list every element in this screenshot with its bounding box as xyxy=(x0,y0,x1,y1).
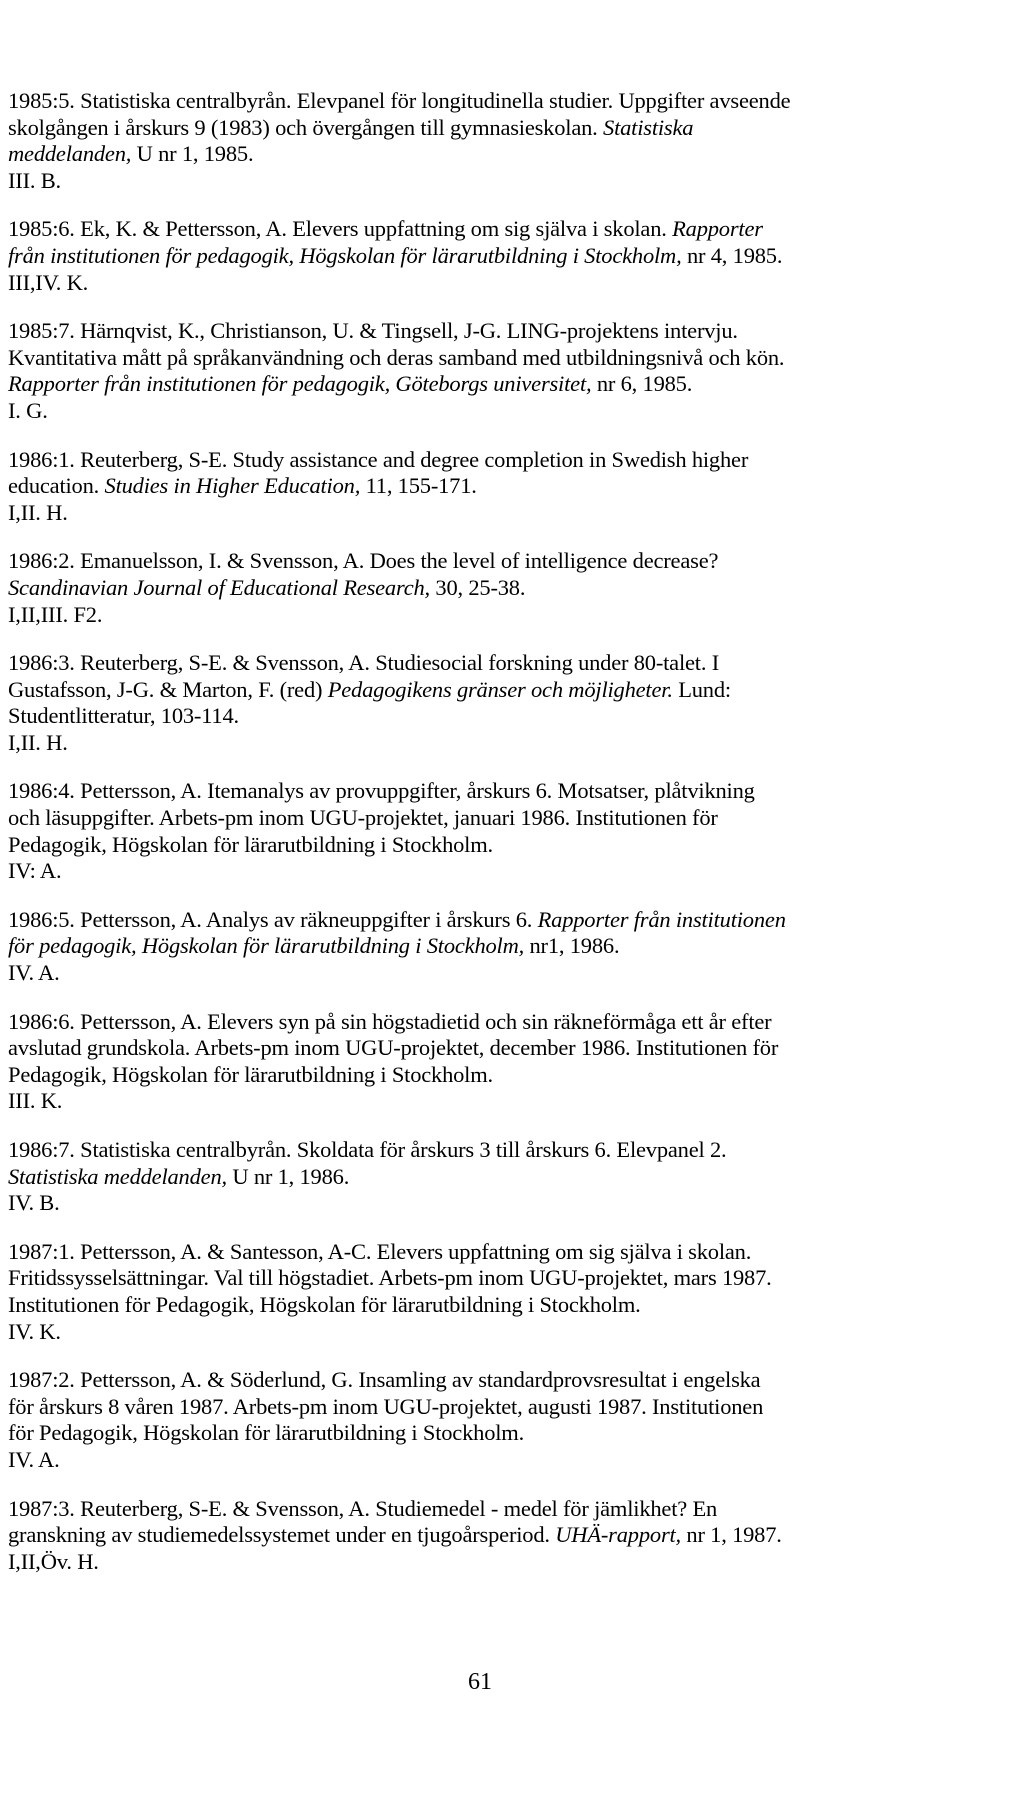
reference-entry xyxy=(8,548,968,628)
reference-line xyxy=(8,1319,968,1346)
text-segment: U nr 1, 1985. xyxy=(131,141,254,167)
reference-entry xyxy=(8,778,968,884)
text-segment: Pedagogik, Högskolan för lärarutbildning i Stockholm. xyxy=(8,1061,493,1087)
reference-line xyxy=(8,1420,968,1447)
reference-list xyxy=(8,88,968,1597)
text-segment: 1986:5. Pettersson, A. Analys av räkneuppgifter i årskurs 6. xyxy=(8,906,538,932)
reference-line xyxy=(8,345,968,372)
text-segment: 1985:6. Ek, K. & Pettersson, A. Elevers uppfattning om sig själva i skolan. xyxy=(8,216,673,242)
text-segment: Gustafsson, J-G. & Marton, F. (red) xyxy=(8,676,328,702)
reference-line xyxy=(8,88,968,115)
italic-text: från institutionen för pedagogik, Högskolan för lärarutbildning i Stockholm, xyxy=(8,242,682,268)
reference-line xyxy=(8,650,968,677)
text-segment: Studentlitteratur, 103-114. xyxy=(8,703,239,729)
text-segment: 11, 155-171. xyxy=(360,473,477,499)
reference-line xyxy=(8,168,968,195)
reference-entry xyxy=(8,318,968,424)
reference-entry xyxy=(8,447,968,527)
reference-line xyxy=(8,1062,968,1089)
reference-line xyxy=(8,1009,968,1036)
text-segment: Pedagogik, Högskolan för lärarutbildning i Stockholm. xyxy=(8,831,493,857)
text-segment: 1986:7. Statistiska centralbyrån. Skoldata för årskurs 3 till årskurs 6. Elevpanel 2. xyxy=(8,1137,727,1162)
text-segment: I,II. H. xyxy=(8,499,68,525)
italic-text: Studies in Higher Education, xyxy=(104,473,361,499)
reference-line xyxy=(8,398,968,425)
page-number: 61 xyxy=(468,1669,492,1695)
text-segment: för Pedagogik, Högskolan för lärarutbildning i Stockholm. xyxy=(8,1420,525,1446)
text-segment: I. G. xyxy=(8,397,48,423)
text-segment: IV. K. xyxy=(8,1318,61,1344)
reference-entry xyxy=(8,1009,968,1115)
reference-line xyxy=(8,318,968,345)
italic-text: Pedagogikens gränser och möjligheter. xyxy=(327,676,673,702)
italic-text: Statistiska meddelanden, xyxy=(8,1163,227,1189)
text-segment: U nr 1, 1986. xyxy=(226,1163,350,1189)
text-segment: avslutad grundskola. Arbets-pm inom UGU-projektet, december 1986. Institutionen för xyxy=(8,1035,779,1061)
text-segment: 1985:7. Härnqvist, K., Christianson, U. & Tingsell, J-G. LING-projektens intervju. xyxy=(8,318,738,344)
reference-line xyxy=(8,858,968,885)
italic-text: Scandinavian Journal of Educational Research, xyxy=(8,574,430,600)
text-segment: nr 4, 1985. xyxy=(681,242,783,268)
reference-line xyxy=(8,115,968,142)
reference-entry xyxy=(8,1239,968,1345)
reference-line xyxy=(8,1447,968,1474)
italic-text: Rapporter från institutionen xyxy=(537,906,786,932)
reference-entry xyxy=(8,650,968,756)
reference-line xyxy=(8,1035,968,1062)
reference-line xyxy=(8,1394,968,1421)
reference-entry xyxy=(8,1367,968,1473)
text-segment: Institutionen för Pedagogik, Högskolan för lärarutbildning i Stockholm. xyxy=(8,1291,641,1317)
text-segment: 1986:4. Pettersson, A. Itemanalys av provuppgifter, årskurs 6. Motsatser, plåtvikning xyxy=(8,778,755,804)
reference-line xyxy=(8,832,968,859)
text-segment: 30, 25-38. xyxy=(429,574,526,600)
reference-line xyxy=(8,1137,968,1164)
reference-line xyxy=(8,1164,968,1191)
reference-line xyxy=(8,907,968,934)
italic-text: Statistiska xyxy=(603,114,694,140)
text-segment: 1986:1. Reuterberg, S-E. Study assistance and degree completion in Swedish higher xyxy=(8,446,749,472)
text-segment: 1987:1. Pettersson, A. & Santesson, A-C. Elevers uppfattning om sig själva i skolan. xyxy=(8,1238,752,1264)
reference-line xyxy=(8,548,968,575)
text-segment: III,IV. K. xyxy=(8,269,89,295)
reference-line xyxy=(8,141,968,168)
reference-line xyxy=(8,805,968,832)
italic-text: meddelanden, xyxy=(8,141,132,167)
reference-line xyxy=(8,473,968,500)
text-segment: nr1, 1986. xyxy=(524,933,620,959)
reference-line xyxy=(8,1088,968,1115)
text-segment: nr 6, 1985. xyxy=(591,371,693,397)
reference-line xyxy=(8,1265,968,1292)
reference-line xyxy=(8,500,968,527)
reference-line xyxy=(8,270,968,297)
reference-line xyxy=(8,1239,968,1266)
text-segment: skolgången i årskurs 9 (1983) och övergången till gymnasieskolan. xyxy=(8,114,604,140)
text-segment: Kvantitativa mått på språkanvändning och deras samband med utbildningsnivå och kön. xyxy=(8,344,785,370)
text-segment: III. B. xyxy=(8,167,61,193)
reference-line xyxy=(8,1496,968,1523)
text-segment: I,II. H. xyxy=(8,729,68,755)
reference-line xyxy=(8,447,968,474)
text-segment: Fritidssysselsättningar. Val till högstadiet. Arbets-pm inom UGU-projektet, mars 1987. xyxy=(8,1265,772,1291)
reference-line xyxy=(8,677,968,704)
reference-line xyxy=(8,960,968,987)
reference-entry xyxy=(8,88,968,194)
text-segment: IV. A. xyxy=(8,1446,60,1472)
reference-line xyxy=(8,778,968,805)
reference-line xyxy=(8,1190,968,1217)
reference-line xyxy=(8,1522,968,1549)
text-segment: IV. B. xyxy=(8,1190,60,1216)
text-segment: 1987:2. Pettersson, A. & Söderlund, G. Insamling av standardprovsresultat i engelska xyxy=(8,1367,761,1393)
text-segment: 1986:6. Pettersson, A. Elevers syn på sin högstadietid och sin räkneförmåga ett år efter xyxy=(8,1008,772,1034)
reference-line xyxy=(8,1549,968,1576)
reference-line xyxy=(8,703,968,730)
text-segment: Lund: xyxy=(672,676,731,702)
text-segment: IV. A. xyxy=(8,960,60,986)
reference-entry xyxy=(8,216,968,296)
text-segment: 1987:3. Reuterberg, S-E. & Svensson, A. Studiemedel - medel för jämlikhet? En xyxy=(8,1495,718,1521)
text-segment: I,II,Öv. H. xyxy=(8,1548,99,1574)
text-segment: granskning av studiemedelssystemet under en tjugoårsperiod. xyxy=(8,1522,556,1548)
text-segment: 1985:5. Statistiska centralbyrån. Elevpanel för longitudinella studier. Uppgifter avseende xyxy=(8,88,791,113)
reference-line xyxy=(8,575,968,602)
italic-text: Rapporter xyxy=(672,216,763,242)
reference-line xyxy=(8,243,968,270)
text-segment: III. K. xyxy=(8,1088,63,1114)
reference-line xyxy=(8,933,968,960)
text-segment: 1986:2. Emanuelsson, I. & Svensson, A. Does the level of intelligence decrease? xyxy=(8,548,719,574)
text-segment: 1986:3. Reuterberg, S-E. & Svensson, A. Studiesocial forskning under 80-talet. I xyxy=(8,650,719,676)
text-segment: för årskurs 8 våren 1987. Arbets-pm inom UGU-projektet, augusti 1987. Institutionen xyxy=(8,1393,764,1419)
reference-line xyxy=(8,216,968,243)
reference-line xyxy=(8,1367,968,1394)
italic-text: Rapporter från institutionen för pedagogik, Göteborgs universitet, xyxy=(8,371,592,397)
italic-text: för pedagogik, Högskolan för lärarutbildning i Stockholm, xyxy=(8,933,525,959)
reference-line xyxy=(8,1292,968,1319)
text-segment: I,II,III. F2. xyxy=(8,601,103,627)
text-segment: och läsuppgifter. Arbets-pm inom UGU-projektet, januari 1986. Institutionen för xyxy=(8,805,718,831)
reference-line xyxy=(8,371,968,398)
reference-entry xyxy=(8,907,968,987)
reference-line xyxy=(8,602,968,629)
reference-entry xyxy=(8,1137,968,1217)
italic-text: UHÄ-rapport, xyxy=(555,1522,681,1548)
text-segment: education. xyxy=(8,473,105,499)
text-segment: IV: A. xyxy=(8,858,62,884)
reference-entry xyxy=(8,1496,968,1576)
text-segment: nr 1, 1987. xyxy=(680,1522,782,1548)
reference-line xyxy=(8,730,968,757)
